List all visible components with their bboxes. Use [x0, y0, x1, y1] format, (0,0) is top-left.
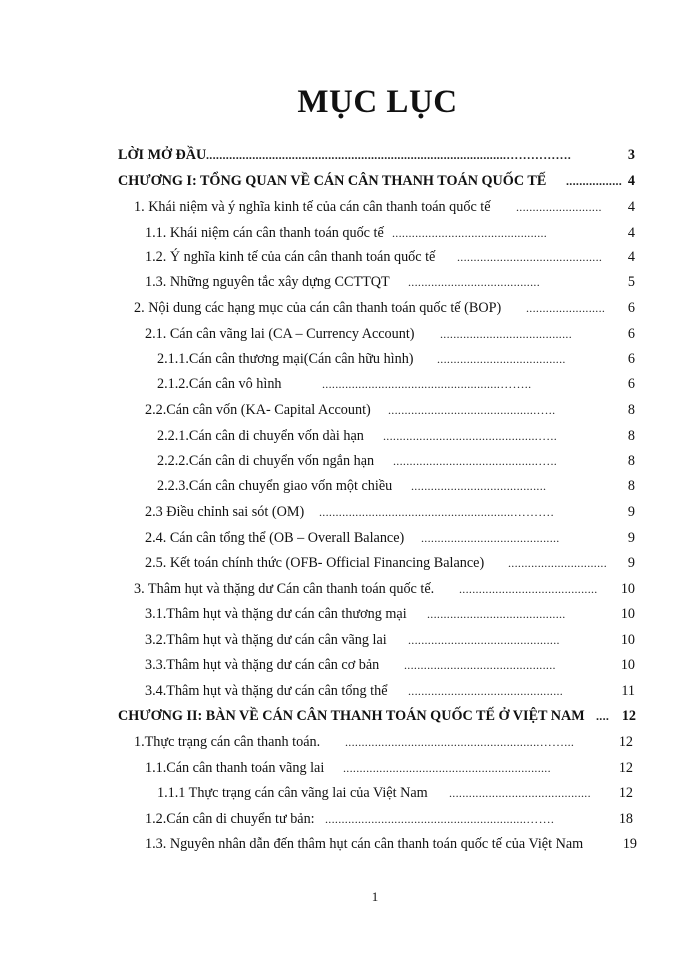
toc-entry-page-number: 9	[627, 555, 635, 571]
toc-entry-label: 2.1.2.Cán cân vô hình	[157, 376, 282, 392]
toc-entry-page-number: 6	[627, 351, 635, 367]
toc-entry[interactable]	[0, 144, 700, 166]
toc-entry-label: LỜI MỞ ĐẦU	[118, 147, 207, 163]
toc-entry-leader-dots: ...........................................................……….	[319, 505, 554, 519]
toc-entry-leader-dots: ...........................................................................................…………….	[206, 148, 572, 162]
toc-entry-page-number: 6	[627, 326, 635, 342]
toc-entry-label: 1.3. Những nguyên tắc xây dựng CCTTQT	[145, 274, 390, 290]
toc-entry-page-number: 5	[627, 274, 635, 290]
toc-entry-page-number: 11	[621, 683, 635, 699]
toc-entry-leader-dots: ......................................................……..	[322, 377, 532, 391]
toc-entry-page-number: 9	[627, 504, 635, 520]
toc-entry-page-number: 9	[627, 530, 635, 546]
toc-entry-label: 1.1.1 Thực trạng cán cân vãng lai của Việt Nam	[157, 785, 428, 801]
toc-entry[interactable]	[0, 399, 700, 421]
toc-entry-leader-dots: ..............................................	[408, 633, 560, 647]
toc-entry[interactable]	[0, 527, 700, 549]
toc-entry-leader-dots: ........................................	[408, 275, 540, 289]
toc-entry-leader-dots: ..............................................	[404, 658, 556, 672]
toc-entry-label: 2.1. Cán cân vãng lai (CA – Currency Account)	[145, 326, 415, 342]
toc-entry[interactable]	[0, 782, 700, 804]
toc-entry-leader-dots: ..........................	[516, 200, 602, 214]
toc-entry-label: 2.2.2.Cán cân di chuyển vốn ngắn hạn	[157, 453, 375, 469]
toc-entry-page-number: 6	[627, 300, 635, 316]
toc-entry-page-number: 6	[627, 376, 635, 392]
toc-entry-label: 2.4. Cán cân tổng thể (OB – Overall Balance)	[145, 530, 405, 546]
toc-entry-leader-dots: ..........................................	[427, 607, 566, 621]
toc-entry[interactable]	[0, 297, 700, 319]
toc-entry-page-number: 12	[618, 760, 633, 776]
toc-entry-leader-dots: .........................................	[411, 479, 547, 493]
toc-entry-label: 3.4.Thâm hụt và thặng dư cán cân tổng thể	[145, 683, 388, 699]
toc-entry-leader-dots: ........................	[526, 301, 606, 315]
toc-entry[interactable]	[0, 757, 700, 779]
toc-entry-page-number: 8	[627, 402, 635, 418]
toc-entry[interactable]	[0, 552, 700, 574]
toc-entry-leader-dots: ............................................	[457, 250, 603, 264]
toc-entry-label: 2. Nội dung các hạng mục của cán cân thanh toán quốc tế (BOP)	[134, 300, 502, 316]
toc-entry[interactable]	[0, 603, 700, 625]
toc-entry-leader-dots: .................	[566, 174, 623, 188]
footer-page-number: 1	[371, 889, 379, 904]
toc-entry-label: 3.1.Thâm hụt và thặng dư cán cân thương mại	[145, 606, 407, 622]
toc-entry-label: 1.1. Khái niệm cán cân thanh toán quốc tế	[145, 225, 384, 241]
toc-entry-page-number: 8	[627, 428, 635, 444]
toc-entry[interactable]	[0, 196, 700, 218]
toc-entry-page-number: 8	[627, 478, 635, 494]
toc-entry-page-number: 12	[618, 734, 633, 750]
toc-entry-label: 3.3.Thâm hụt và thặng dư cán cân cơ bản	[145, 657, 380, 673]
toc-entry[interactable]	[0, 731, 700, 753]
toc-entry-page-number: 12	[618, 785, 633, 801]
toc-entry-page-number: 8	[627, 453, 635, 469]
toc-entry-leader-dots: ........................................	[440, 327, 572, 341]
toc-entry[interactable]	[0, 680, 700, 702]
toc-entry-page-number: 4	[627, 225, 635, 241]
toc-entry[interactable]	[0, 808, 700, 830]
page-title: MỤC LỤC	[297, 84, 458, 120]
toc-entry-label: CHƯƠNG I: TỔNG QUAN VỀ CÁN CÂN THANH TOÁN QUỐC TẾ	[118, 173, 547, 189]
toc-entry-label: 1.Thực trạng cán cân thanh toán.	[134, 734, 321, 750]
toc-entry-label: 1.3. Nguyên nhân dẫn đến thâm hụt cán cân thanh toán quốc tế của Việt Nam	[145, 836, 584, 852]
toc-entry-leader-dots: ..........................................	[421, 531, 560, 545]
toc-entry-label: 1. Khái niệm và ý nghĩa kinh tế của cán cân thanh toán quốc tế	[134, 199, 491, 215]
toc-entry-page-number: 12	[621, 708, 636, 724]
toc-entry-page-number: 10	[620, 632, 635, 648]
toc-entry-label: 2.1.1.Cán cân thương mại(Cán cân hữu hình)	[157, 351, 414, 367]
toc-entry[interactable]	[0, 475, 700, 497]
toc-entry-page-number: 10	[620, 606, 635, 622]
toc-entry-page-number: 18	[618, 811, 633, 827]
toc-entry-page-number: 4	[627, 199, 635, 215]
toc-entry-page-number: 4	[627, 173, 635, 189]
toc-entry-leader-dots: ...............................................	[408, 684, 564, 698]
toc-entry-label: 3. Thâm hụt và thặng dư Cán cân thanh toán quốc tế.	[134, 581, 435, 597]
toc-entry[interactable]	[0, 654, 700, 676]
toc-entry-label: 1.1.Cán cân thanh toán vãng lai	[145, 760, 325, 776]
toc-entry-page-number: 19	[622, 836, 637, 852]
toc-entry-leader-dots: ...............................................................	[343, 761, 551, 775]
toc-entry-leader-dots: ..........................................	[459, 582, 598, 596]
toc-entry-page-number: 10	[620, 581, 635, 597]
toc-entry-leader-dots: ...............................................…..	[383, 429, 557, 443]
toc-entry-leader-dots: ...............................................	[392, 226, 548, 240]
toc-entry[interactable]	[0, 222, 700, 244]
toc-entry-label: CHƯƠNG II: BÀN VỀ CÁN CÂN THANH TOÁN QUỐC TẾ Ở VIỆT NAM	[118, 708, 585, 724]
toc-entry-leader-dots: .............................................…..	[388, 403, 556, 417]
toc-entry-label: 2.3 Điều chỉnh sai sót (OM)	[145, 504, 305, 520]
toc-entry[interactable]	[0, 271, 700, 293]
toc-entry-label: 2.2.1.Cán cân di chuyển vốn dài hạn	[157, 428, 364, 444]
toc-entry[interactable]	[0, 246, 700, 268]
toc-entry-leader-dots: ....	[596, 709, 610, 723]
toc-entry-page-number: 3	[627, 147, 635, 163]
toc-entry[interactable]	[0, 833, 700, 855]
toc-entry-leader-dots: ............................................…..	[393, 454, 558, 468]
toc-entry-label: 2.2.3.Cán cân chuyển giao vốn một chiều	[157, 478, 393, 494]
toc-entry-leader-dots: .......................................	[437, 352, 566, 366]
toc-entry-leader-dots: ...........................................................……...	[345, 735, 575, 749]
toc-entry-leader-dots: ...........................................	[449, 786, 591, 800]
toc-entry[interactable]	[0, 425, 700, 447]
toc-entry[interactable]	[0, 450, 700, 472]
toc-entry[interactable]	[0, 578, 700, 600]
toc-entry-label: 1.2.Cán cân di chuyển tư bản:	[145, 811, 315, 827]
toc-entry[interactable]	[0, 323, 700, 345]
toc-entry[interactable]	[0, 348, 700, 370]
toc-entry-leader-dots: .............................................................…….	[325, 812, 555, 826]
toc-entry-label: 1.2. Ý nghĩa kinh tế của cán cân thanh toán quốc tế	[145, 249, 436, 265]
toc-entry-label: 2.5. Kết toán chính thức (OFB- Official Financing Balance)	[145, 555, 485, 571]
toc-entry-label: 2.2.Cán cân vốn (KA- Capital Account)	[145, 402, 371, 418]
toc-entry-page-number: 10	[620, 657, 635, 673]
toc-entry[interactable]	[0, 501, 700, 523]
toc-entry-label: 3.2.Thâm hụt và thặng dư cán cân vãng lai	[145, 632, 387, 648]
toc-entry-page-number: 4	[627, 249, 635, 265]
toc-entry-leader-dots: ..............................	[508, 556, 607, 570]
toc-entry[interactable]	[0, 373, 700, 395]
toc-entry[interactable]	[0, 629, 700, 651]
toc-entry[interactable]	[0, 705, 700, 727]
toc-entry[interactable]	[0, 170, 700, 192]
